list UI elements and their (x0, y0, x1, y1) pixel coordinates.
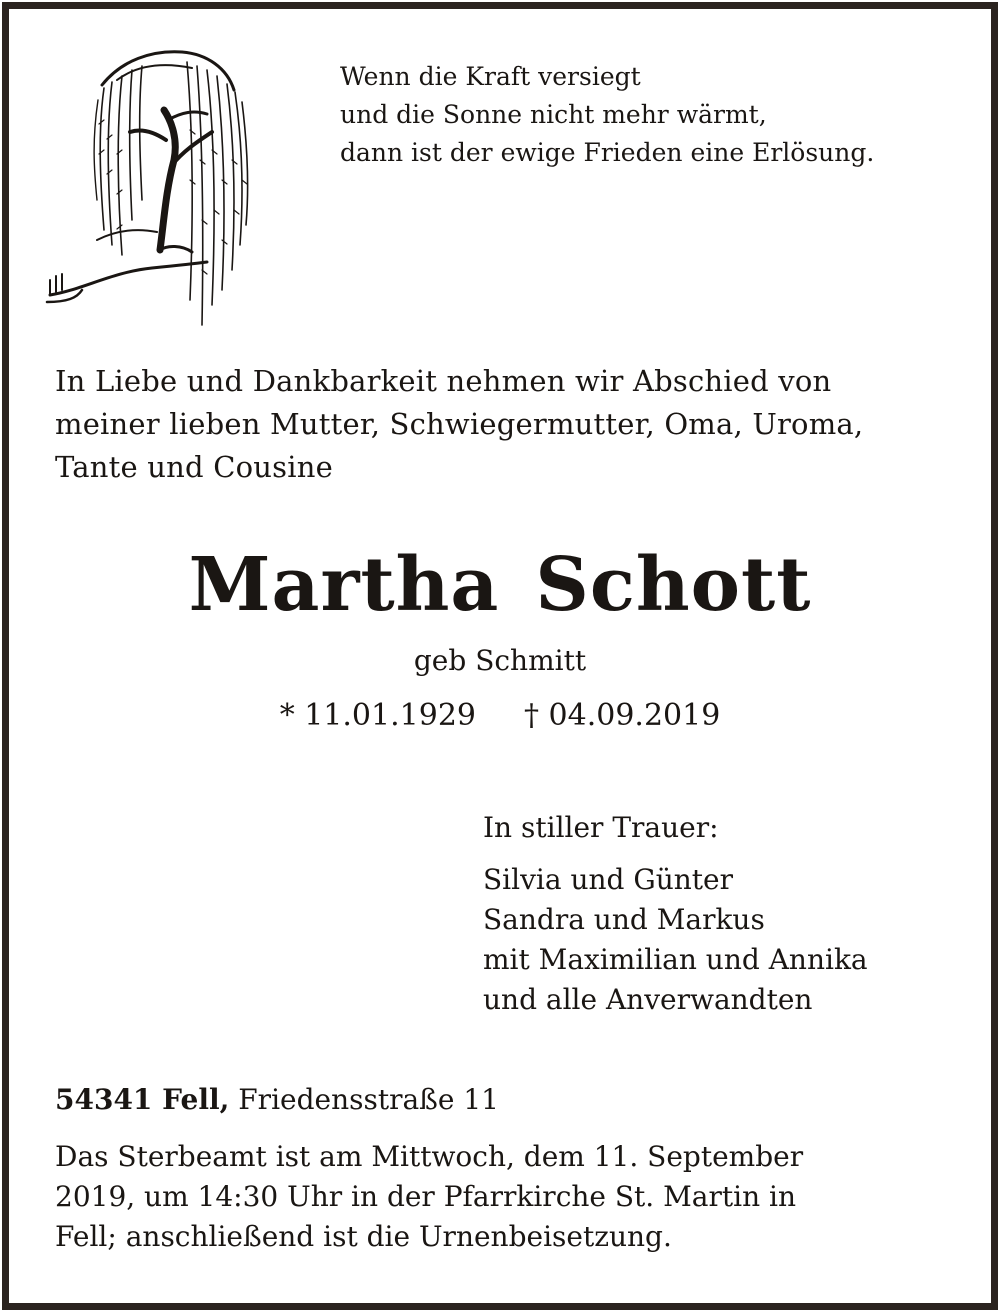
service-line: Das Sterbeamt ist am Mittwoch, dem 11. September (55, 1140, 804, 1173)
birth-name: geb Schmitt (413, 644, 587, 677)
birth-date: * 11.01.1929 (279, 698, 476, 733)
mourner-entry: und alle Anverwandten (483, 983, 813, 1016)
deceased-name (0, 540, 1000, 630)
service-notice (55, 1137, 940, 1257)
deceased-last-name: Schott (535, 542, 812, 628)
mourner-entry: mit Maximilian und Annika (483, 943, 868, 976)
address-street: Friedensstraße 11 (238, 1083, 499, 1116)
service-line: Fell; anschließend ist die Urnenbeisetzung. (55, 1220, 672, 1253)
intro-text (55, 360, 863, 489)
weeping-willow-icon (42, 40, 257, 340)
mourners-heading: In stiller Trauer: (483, 811, 719, 844)
intro-line: meiner lieben Mutter, Schwiegermutter, Oma, Uroma, (55, 407, 864, 441)
deceased-first-name: Martha (188, 542, 500, 628)
death-date: † 04.09.2019 (524, 698, 721, 733)
address (55, 1080, 499, 1120)
poem-verse (340, 58, 874, 172)
address-place: 54341 Fell, (55, 1083, 230, 1116)
mourner-entry: Silvia und Günter (483, 863, 733, 896)
service-line: 2019, um 14:30 Uhr in der Pfarrkirche St. Martin in (55, 1180, 796, 1213)
mourner-entry: Sandra und Markus (483, 903, 765, 936)
life-dates (0, 695, 1000, 737)
mourners-list (483, 860, 868, 1020)
poem-line: Wenn die Kraft versiegt (340, 62, 641, 91)
intro-line: Tante und Cousine (55, 450, 333, 484)
intro-line: In Liebe und Dankbarkeit nehmen wir Abschied von (55, 364, 832, 398)
poem-line: und die Sonne nicht mehr wärmt, (340, 100, 767, 129)
poem-line: dann ist der ewige Frieden eine Erlösung. (340, 138, 875, 167)
